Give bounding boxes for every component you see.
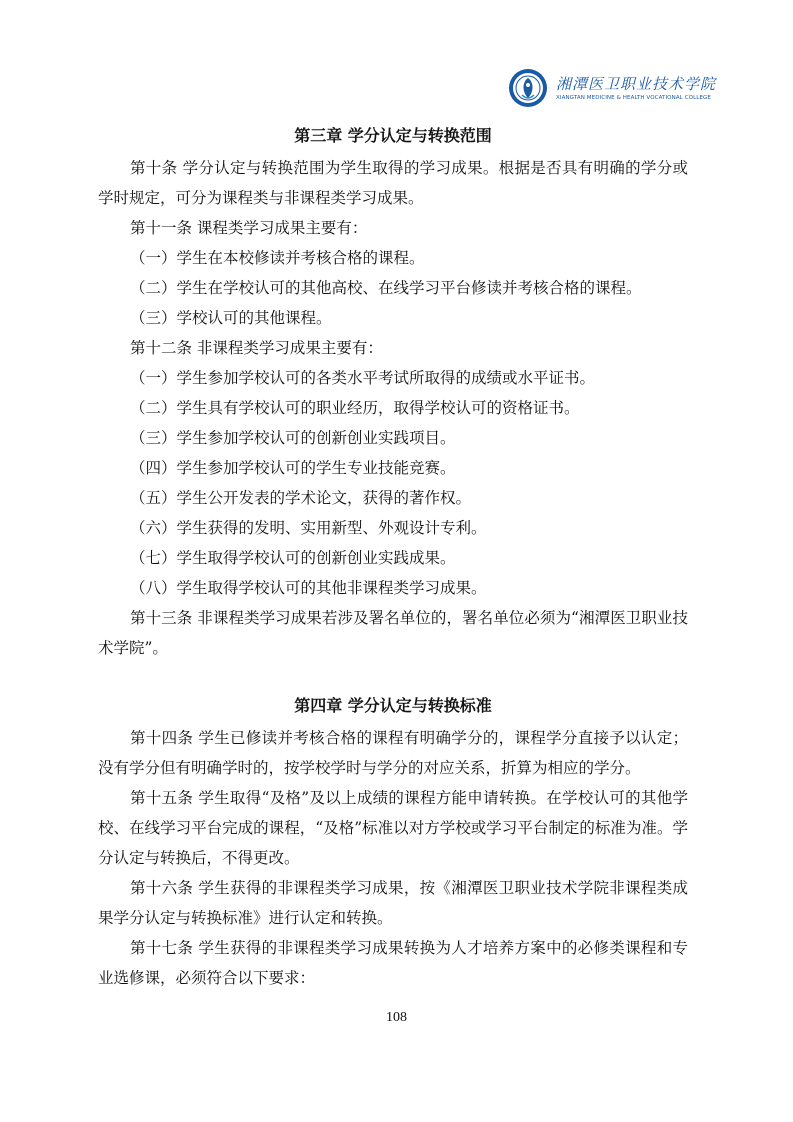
list-item: （八）学生取得学校认可的其他非课程类学习成果。 [130,579,487,597]
college-seal-icon [508,68,548,108]
list-item: （五）学生公开发表的学术论文，获得的著作权。 [130,489,472,507]
list-item: （二）学生在学校认可的其他高校、在线学习平台修读并考核合格的课程。 [130,279,642,297]
article-10: 第十条 学分认定与转换范围为学生取得的学习成果。根据是否具有明确的学分或学时规定，可分为课程类与非课程类学习成果。 [98,159,688,207]
list-item: （一）学生参加学校认可的各类水平考试所取得的成绩或水平证书。 [130,369,596,387]
chapter-3-title: 第三章 学分认定与转换范围 [294,126,492,145]
article-16: 第十六条 学生获得的非课程类学习成果，按《湘潭医卫职业技术学院非课程类成果学分认定与转换标准》进行认定和转换。 [98,879,688,927]
article-12: 第十二条 非课程类学习成果主要有： [130,339,383,357]
college-brand [556,74,716,102]
list-item: （二）学生具有学校认可的职业经历，取得学校认可的资格证书。 [130,399,580,417]
page-number: 108 [386,1010,407,1025]
college-name-en: XIANGTAN MEDICINE & HEALTH VOCATIONAL COLLEGE [556,95,711,101]
article-11: 第十一条 课程类学习成果主要有： [130,219,368,237]
article-14: 第十四条 学生已修读并考核合格的课程有明确学分的，课程学分直接予以认定；没有学分但有明确学时的，按学校学时与学分的对应关系，折算为相应的学分。 [98,729,688,777]
list-item: （七）学生取得学校认可的创新创业实践成果。 [130,549,456,567]
chapter-4-title: 第四章 学分认定与转换标准 [294,696,492,715]
list-item: （三）学校认可的其他课程。 [130,309,332,327]
list-item: （一）学生在本校修读并考核合格的课程。 [130,249,425,267]
college-name-cn: 湘潭医卫职业技术学院 [556,75,717,93]
article-13: 第十三条 非课程类学习成果若涉及署名单位的，署名单位必须为“湘潭医卫职业技术学院”。 [98,609,688,657]
section-gap [98,663,688,689]
list-item: （三）学生参加学校认可的创新创业实践项目。 [130,429,456,447]
article-17: 第十七条 学生获得的非课程类学习成果转换为人才培养方案中的必修类课程和专业选修课，必须符合以下要求： [98,939,688,987]
article-15: 第十五条 学生取得“及格”及以上成绩的课程方能申请转换。在学校认可的其他学校、在线学习平台完成的课程，“及格”标准以对方学校或学习平台制定的标准为准。学分认定与转换后，不得更改。 [98,789,688,867]
document-header [508,66,768,110]
list-item: （六）学生获得的发明、实用新型、外观设计专利。 [130,519,487,537]
list-item: （四）学生参加学校认可的学生专业技能竞赛。 [130,459,456,477]
document-body [98,119,688,993]
